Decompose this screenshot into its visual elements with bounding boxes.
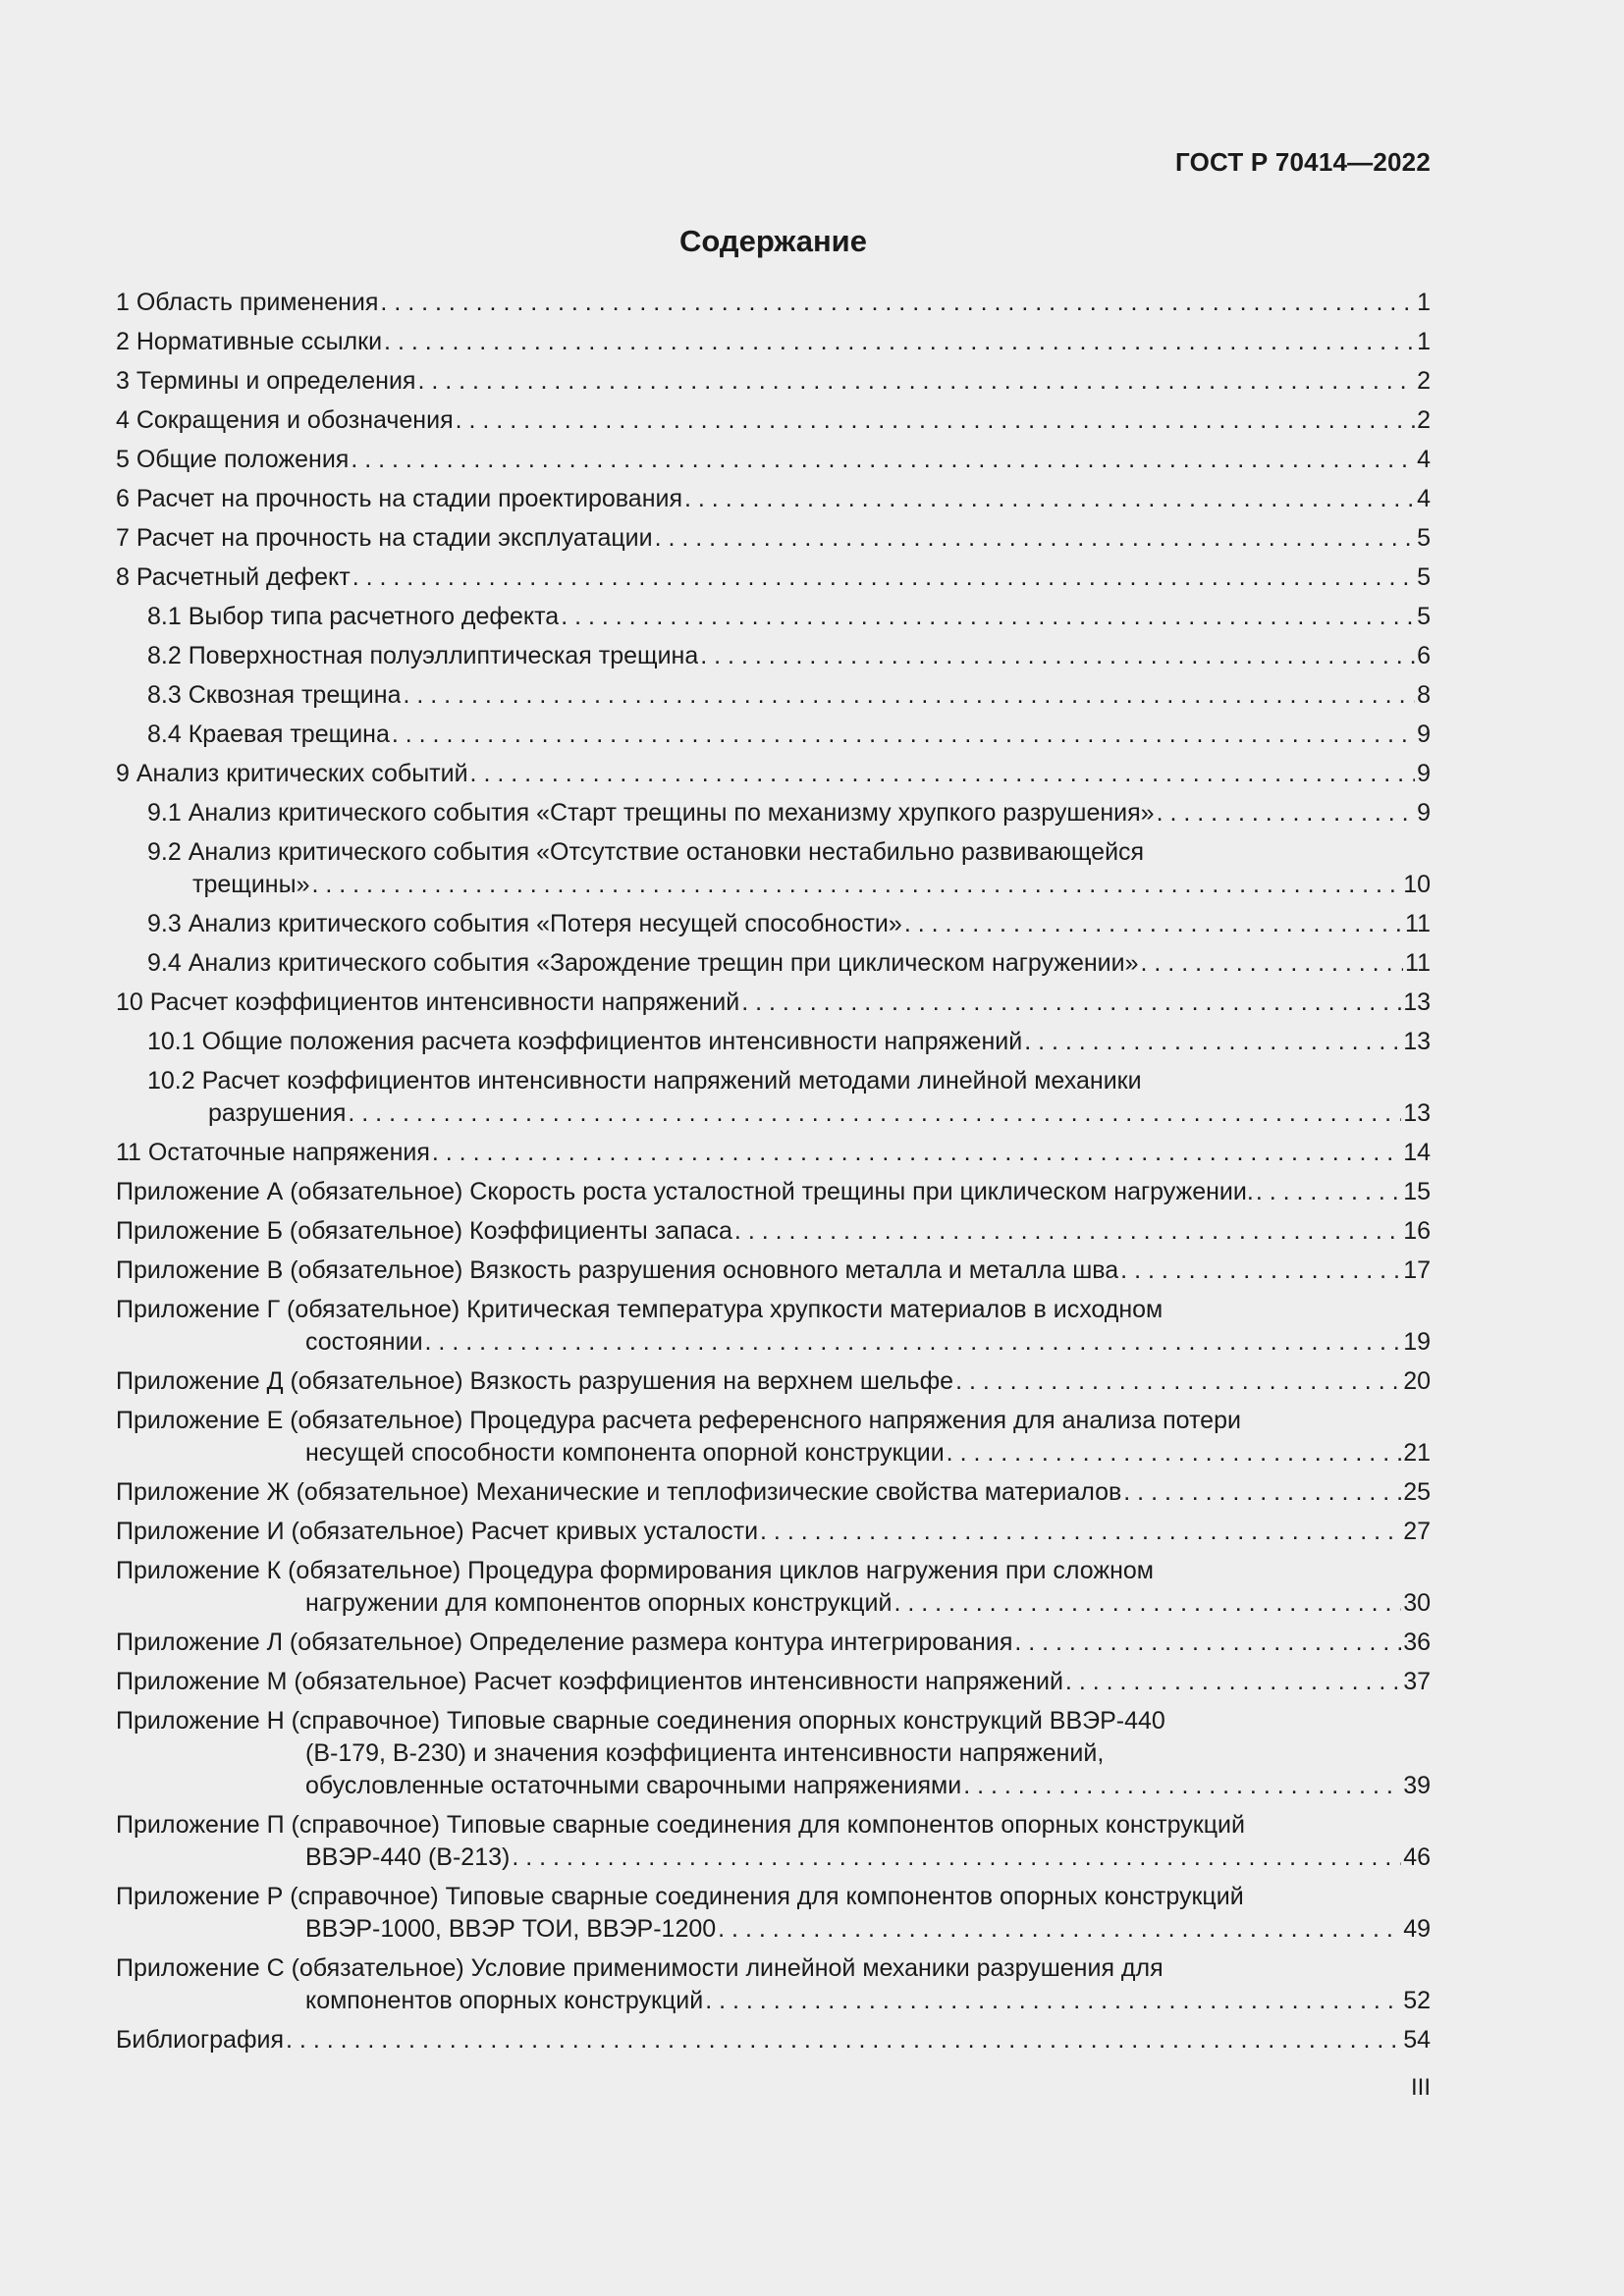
dot-leader	[947, 1437, 1402, 1469]
toc-entry[interactable]	[116, 1952, 1431, 2017]
toc-entry[interactable]	[116, 1294, 1431, 1359]
toc-entry-text: 1 Область применения	[116, 289, 379, 316]
toc-entry-page: 17	[1403, 1256, 1431, 1284]
dot-leader	[561, 601, 1415, 633]
toc-entry-page: 19	[1403, 1328, 1431, 1356]
toc-entry[interactable]	[116, 1215, 1431, 1248]
toc-entry-page: 52	[1403, 1987, 1431, 2014]
dot-leader	[893, 1587, 1401, 1620]
toc-entry[interactable]	[116, 326, 1431, 358]
dot-leader	[955, 1365, 1401, 1398]
toc-entry-text: 10 Расчет коэффициентов интенсивности напряжений	[116, 988, 740, 1016]
toc-entry-page: 8	[1417, 681, 1431, 709]
toc-entry-text: 4 Сокращения и обозначения	[116, 406, 454, 434]
toc-entry-page: 5	[1417, 524, 1431, 552]
toc-entry[interactable]	[116, 601, 1431, 633]
toc-entry[interactable]	[116, 365, 1431, 398]
dot-leader	[384, 326, 1415, 358]
dot-leader	[1256, 1176, 1401, 1208]
dot-leader	[403, 679, 1415, 712]
toc-entry-text: нагружении для компонентов опорных конструкций	[305, 1589, 893, 1617]
toc-entry[interactable]	[116, 1137, 1431, 1169]
toc-entry-text: Приложение Н (справочное) Типовые сварные соединения опорных конструкций ВВЭР-440	[116, 1707, 1165, 1735]
toc-entry-text: несущей способности компонента опорной конструкции	[305, 1439, 945, 1467]
toc-entry[interactable]	[116, 1365, 1431, 1398]
toc-entry-text: 9.2 Анализ критического события «Отсутствие остановки нестабильно развивающейся	[147, 838, 1145, 866]
toc-entry-text: Библиография	[116, 2026, 285, 2054]
dot-leader	[741, 987, 1401, 1019]
toc-entry-page: 9	[1417, 721, 1431, 748]
toc-entry[interactable]	[116, 2024, 1431, 2056]
toc-entry[interactable]	[116, 1809, 1431, 1874]
toc-entry-page: 15	[1403, 1178, 1431, 1205]
toc-entry[interactable]	[116, 908, 1431, 940]
toc-entry[interactable]	[116, 1476, 1431, 1509]
toc-entry-text: 8.4 Краевая трещина	[147, 721, 390, 748]
toc-entry-text: Приложение Б (обязательное) Коэффициенты запаса	[116, 1217, 732, 1245]
toc-entry-page: 49	[1403, 1915, 1431, 1943]
toc-entry-page: 14	[1403, 1139, 1431, 1166]
toc-entry-text: 3 Термины и определения	[116, 367, 416, 395]
toc-entry-text: компонентов опорных конструкций	[305, 1987, 704, 2014]
toc-entry-page: 13	[1403, 988, 1431, 1016]
dot-leader	[470, 758, 1416, 790]
toc-entry[interactable]	[116, 1881, 1431, 1946]
dot-leader	[1014, 1627, 1401, 1659]
toc-entry[interactable]	[116, 1405, 1431, 1469]
toc-entry-text: обусловленные остаточными сварочными напряжениями	[305, 1772, 962, 1799]
toc-entry-page: 4	[1417, 485, 1431, 512]
toc-entry-text: 8.2 Поверхностная полуэллиптическая трещина	[147, 642, 699, 669]
toc-entry-text: 10.1 Общие положения расчета коэффициентов интенсивности напряжений	[147, 1028, 1023, 1055]
toc-title: Содержание	[679, 224, 867, 258]
toc-entry-text: Приложение Г (обязательное) Критическая температура хрупкости материалов в исходном	[116, 1296, 1164, 1323]
dot-leader	[700, 640, 1415, 672]
toc-entry-text: Приложение С (обязательное) Условие применимости линейной механики разрушения для	[116, 1954, 1164, 1982]
toc-entry-page: 13	[1403, 1028, 1431, 1055]
toc-entry[interactable]	[116, 561, 1431, 594]
toc-entry-page: 37	[1403, 1668, 1431, 1695]
toc-entry-page: 11	[1405, 910, 1431, 937]
dot-leader	[286, 2024, 1401, 2056]
toc-entry[interactable]	[116, 679, 1431, 712]
toc-entry-text: ВВЭР-1000, ВВЭР ТОИ, ВВЭР-1200	[305, 1915, 717, 1943]
document-page	[116, 0, 1431, 2296]
toc-entry-page: 2	[1417, 406, 1431, 434]
toc-entry[interactable]	[116, 758, 1431, 790]
toc-entry[interactable]	[116, 522, 1431, 555]
dot-leader	[380, 287, 1415, 319]
toc-entry-text: трещины»	[192, 871, 310, 898]
dot-leader	[311, 869, 1401, 901]
dot-leader	[734, 1215, 1401, 1248]
toc-entry-page: 21	[1403, 1439, 1431, 1467]
toc-entry[interactable]	[116, 404, 1431, 437]
toc-entry[interactable]	[116, 1255, 1431, 1287]
toc-entry[interactable]	[116, 797, 1431, 829]
toc-entry-page: 16	[1403, 1217, 1431, 1245]
toc-entry-text: 9.3 Анализ критического события «Потеря несущей способности»	[147, 910, 902, 937]
toc-entry[interactable]	[116, 483, 1431, 515]
dot-leader	[705, 1985, 1401, 2017]
dot-leader	[432, 1137, 1401, 1169]
toc-entry-text: ВВЭР-440 (В-213)	[305, 1843, 511, 1871]
toc-entry[interactable]	[116, 1516, 1431, 1548]
dot-leader	[351, 444, 1415, 476]
table-of-contents	[116, 287, 1431, 2063]
dot-leader	[456, 404, 1415, 437]
toc-entry[interactable]	[116, 1176, 1431, 1208]
toc-entry-page: 54	[1403, 2026, 1431, 2054]
toc-entry-text: Приложение Д (обязательное) Вязкость разрушения на верхнем шельфе	[116, 1367, 954, 1395]
toc-entry-page: 10	[1403, 871, 1431, 898]
toc-entry-page: 46	[1403, 1843, 1431, 1871]
toc-entry-page: 1	[1417, 289, 1431, 316]
toc-entry-page: 20	[1403, 1367, 1431, 1395]
toc-entry-text: 5 Общие положения	[116, 446, 350, 473]
toc-entry-text: разрушения	[208, 1099, 347, 1127]
toc-entry[interactable]	[116, 444, 1431, 476]
dot-leader	[904, 908, 1403, 940]
toc-entry-text: 2 Нормативные ссылки	[116, 328, 383, 355]
dot-leader	[684, 483, 1415, 515]
toc-entry-page: 5	[1417, 603, 1431, 630]
toc-entry-text: Приложение Л (обязательное) Определение размера контура интегрирования	[116, 1629, 1013, 1656]
toc-entry[interactable]	[116, 1666, 1431, 1698]
dot-leader	[392, 719, 1415, 751]
toc-entry[interactable]	[116, 1705, 1431, 1802]
toc-entry-page: 39	[1403, 1772, 1431, 1799]
toc-entry-text: (В-179, В-230) и значения коэффициента интенсивности напряжений,	[305, 1739, 1105, 1767]
toc-entry-page: 4	[1417, 446, 1431, 473]
dot-leader	[655, 522, 1415, 555]
dot-leader	[425, 1326, 1402, 1359]
dot-leader	[1141, 947, 1404, 980]
toc-entry-page: 9	[1417, 799, 1431, 827]
toc-entry-text: Приложение М (обязательное) Расчет коэффициентов интенсивности напряжений	[116, 1668, 1063, 1695]
toc-entry-text: 6 Расчет на прочность на стадии проектирования	[116, 485, 683, 512]
toc-entry-text: Приложение К (обязательное) Процедура формирования циклов нагружения при сложном	[116, 1557, 1154, 1584]
toc-entry-text: 9 Анализ критических событий	[116, 760, 468, 787]
toc-entry-text: Приложение Р (справочное) Типовые сварные соединения для компонентов опорных конструкций	[116, 1883, 1244, 1910]
dot-leader	[718, 1913, 1401, 1946]
toc-entry-text: Приложение Е (обязательное) Процедура расчета референсного напряжения для анализа потери	[116, 1407, 1241, 1434]
dot-leader	[512, 1842, 1401, 1874]
dot-leader	[417, 365, 1415, 398]
toc-entry-page: 13	[1403, 1099, 1431, 1127]
toc-entry[interactable]	[116, 287, 1431, 319]
dot-leader	[348, 1097, 1401, 1130]
toc-entry-text: 9.1 Анализ критического события «Старт трещины по механизму хрупкого разрушения»	[147, 799, 1155, 827]
toc-entry[interactable]	[116, 1555, 1431, 1620]
toc-entry[interactable]	[116, 1026, 1431, 1058]
toc-entry-page: 1	[1417, 328, 1431, 355]
dot-leader	[1024, 1026, 1401, 1058]
toc-entry-page: 6	[1417, 642, 1431, 669]
toc-entry-text: Приложение В (обязательное) Вязкость разрушения основного металла и металла шва	[116, 1256, 1119, 1284]
dot-leader	[1120, 1255, 1401, 1287]
toc-entry-page: 11	[1405, 949, 1431, 977]
toc-entry-page: 9	[1417, 760, 1431, 787]
toc-entry-text: 8.3 Сквозная трещина	[147, 681, 402, 709]
document-code-header: ГОСТ Р 70414—2022	[1175, 147, 1431, 177]
toc-entry-text: 11 Остаточные напряжения	[116, 1139, 430, 1166]
toc-entry-text: Приложение Ж (обязательное) Механические и теплофизические свойства материалов	[116, 1478, 1122, 1506]
dot-leader	[760, 1516, 1401, 1548]
toc-entry[interactable]	[116, 1627, 1431, 1659]
dot-leader	[1157, 797, 1416, 829]
toc-entry-page: 5	[1417, 563, 1431, 591]
dot-leader	[1123, 1476, 1401, 1509]
toc-entry-page: 36	[1403, 1629, 1431, 1656]
toc-entry-text: 8 Расчетный дефект	[116, 563, 351, 591]
toc-entry-text: состоянии	[305, 1328, 423, 1356]
toc-entry-text: 9.4 Анализ критического события «Зарождение трещин при циклическом нагружении»	[147, 949, 1139, 977]
toc-entry-page: 2	[1417, 367, 1431, 395]
toc-entry[interactable]	[116, 987, 1431, 1019]
toc-entry-page: 30	[1403, 1589, 1431, 1617]
dot-leader	[1065, 1666, 1401, 1698]
toc-entry-text: 7 Расчет на прочность на стадии эксплуатации	[116, 524, 653, 552]
toc-entry-text: 8.1 Выбор типа расчетного дефекта	[147, 603, 560, 630]
dot-leader	[963, 1770, 1401, 1802]
toc-entry-text: Приложение И (обязательное) Расчет кривых усталости	[116, 1518, 759, 1545]
page-number: III	[1410, 2074, 1431, 2101]
toc-entry[interactable]	[116, 836, 1431, 901]
toc-entry[interactable]	[116, 640, 1431, 672]
toc-entry-text: Приложение П (справочное) Типовые сварные соединения для компонентов опорных конструкций	[116, 1811, 1245, 1839]
toc-entry-text: Приложение А (обязательное) Скорость роста усталостной трещины при циклическом нагружении.	[116, 1178, 1254, 1205]
toc-entry-page: 27	[1403, 1518, 1431, 1545]
toc-entry-text: 10.2 Расчет коэффициентов интенсивности напряжений методами линейной механики	[147, 1067, 1142, 1095]
dot-leader	[352, 561, 1415, 594]
toc-entry[interactable]	[116, 1065, 1431, 1130]
toc-entry[interactable]	[116, 947, 1431, 980]
toc-entry-page: 25	[1403, 1478, 1431, 1506]
toc-entry[interactable]	[116, 719, 1431, 751]
